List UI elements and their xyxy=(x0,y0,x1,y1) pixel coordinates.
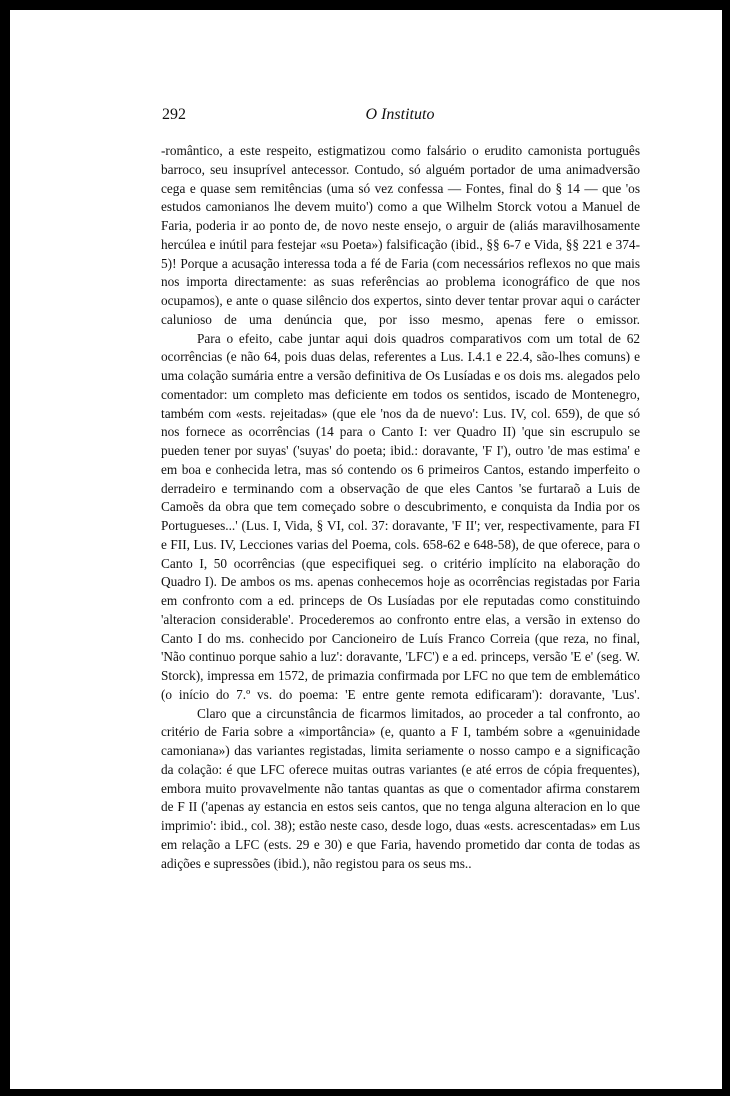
running-title: O Instituto xyxy=(365,106,435,123)
paragraph: Para o efeito, cabe juntar aqui dois quadros comparativos com um total de 62 ocorrências (e não 64, pois duas delas, referentes a Lus. I.4.1 e 22.4, são-lhes comuns) e uma colação sumária entre a versão definitiva de Os Lusíadas e os dois ms. alegados pelo comentador: um completo mas deficiente em todos os sentidos, iscado de Montenegro, também com «ests. rejeitadas» (que ele 'nos da de nuevo': Lus. IV, col. 659), de que só nos fornece as ocorrências (14 para o Canto I: ver Quadro II) 'que sin escrupulo se pueden tener por suyas' ('suyas' do poeta; ibid.: doravante, 'F I'), outro 'de mas estima' e em boa e conhecida letra, mas só contendo os 6 primeiros Cantos, estando imperfeito o derradeiro e terminando com a observação de que eles Cantos 'se furtaraõ a Luis de Camoẽs da obra que tem começado sobre o descubrimento, e conquista da India por os Portugueses...' (Lus. I, Vida, § VI, col. 37: doravante, 'F II'; ver, respectivamente, para FI e FII, Lus. IV, Lecciones varias del Poema, cols. 658-62 e 648-58), de que oferece, para o Canto I, 50 ocorrências (que especifiquei seg. o critério implícito na elaboração do Quadro I). De ambos os ms. apenas conhecemos hoje as ocorrências registadas por Faria em confronto com a ed. princeps de Os Lusíadas por ele reputadas como constituindo 'alteracion considerable'. Procederemos ao confronto entre elas, a versão in extenso do Canto I do ms. conhecido por Cancioneiro de Luís Franco Correia (que reza, no final, 'Não continuo porque sahio a luz': doravante, 'LFC') e a ed. princeps, versão 'E e' (seg. W. Storck), impressa em 1572, de primazia confirmada por LFC no que tem de emblemático (o início do 7.º vs. do poema: 'E entre gente remota edificaram'): doravante, 'Lus'. xyxy=(161,330,640,702)
body-text xyxy=(161,142,640,873)
page-number: 292 xyxy=(162,106,186,123)
paragraph: Claro que a circunstância de ficarmos limitados, ao proceder a tal confronto, ao critério de Faria sobre a «importância» (e, quanto a F I, também sobre a «genuinidade camoniana») das variantes registadas, limita seriamente o nosso campo e a significação da colação: é que LFC oferece muitas outras variantes (e até erros de cópia frequentes), embora muito provavelmente não tantas quantas as que o comentador afirma constarem de F II ('apenas ay estancia en estos seis cantos, que no tenga alguna alteracion en lo que imprimio': ibid., col. 38); estão neste caso, desde logo, duas «ests. acrescentadas» em Lus em relação a LFC (ests. 29 e 30) e que Faria, havendo prometido dar conta de todas as adições e supressões (ibid.), não registou para os seus ms.. xyxy=(161,705,640,871)
page-header xyxy=(162,106,638,130)
document-page xyxy=(10,10,722,1089)
paragraph: -romântico, a este respeito, estigmatizou como falsário o erudito camonista português barroco, seu insuprível antecessor. Contudo, só alguém portador de uma animadversão cega e quase sem remitências (uma só vez confessa — Fontes, final do § 14 — que 'os estudos camonianos lhe devem muito') como a que Wilhelm Storck votou a Manuel de Faria, poderia ir ao ponto de, de novo neste ensejo, o arguir de (aliás maravilhosamente hercúlea e inútil para festejar «su Poeta») falsificação (ibid., §§ 6-7 e Vida, §§ 221 e 374-5)! Porque a acusação interessa toda a fé de Faria (com necessários reflexos no que mais nos importa directamente: as suas referências ao problema iconográfico de que nos ocupamos), e ante o quase silêncio dos expertos, sinto dever tentar provar aqui o carácter calunioso de uma denúncia que, por isso mesmo, apenas fere o emissor. xyxy=(161,143,640,327)
